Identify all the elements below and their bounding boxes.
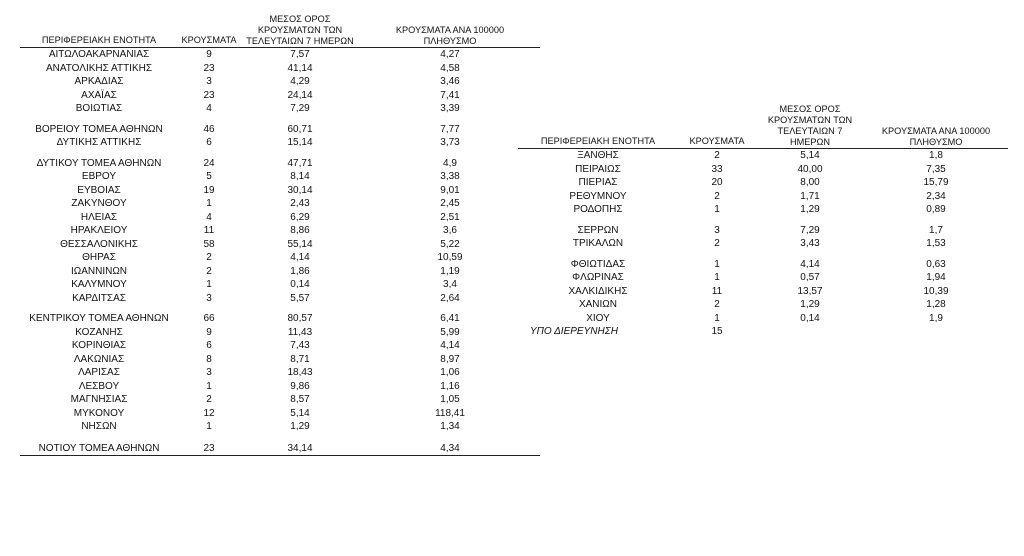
cell-avg7: 8,57 (290, 394, 310, 405)
cell-cases: 9 (206, 326, 212, 338)
cell-region: ΜΑΓΝΗΣΙΑΣ (70, 394, 128, 405)
table-row (20, 102, 540, 116)
cell-avg7: 5,14 (800, 150, 820, 161)
cell-region: ΛΕΣΒΟΥ (78, 380, 120, 392)
cell-avg7: 47,71 (287, 157, 313, 169)
cell-cases: 1 (206, 380, 212, 392)
cell-avg7: 34,14 (287, 442, 313, 454)
spacer-row (20, 116, 540, 123)
cell-cases: 11 (711, 285, 723, 297)
cell-region: ΚΟΖΑΝΗΣ (75, 326, 123, 338)
cell-avg7: 1,29 (800, 204, 820, 215)
cell-avg7: 80,57 (287, 313, 313, 324)
cell-region: ΕΥΒΟΙΑΣ (77, 184, 121, 196)
cell-region: ΑΙΤΩΛΟΑΚΑΡΝΑΝΙΑΣ (48, 49, 150, 60)
cell-avg7: 8,14 (290, 171, 310, 182)
cell-region: ΧΙΟΥ (586, 312, 610, 324)
cell-region: ΖΑΚΥΝΘΟΥ (71, 198, 127, 209)
cell-per100k: 4,9 (443, 157, 457, 169)
spacer-cell (240, 434, 360, 442)
table-row (20, 339, 540, 353)
cell-avg7: 4,14 (800, 258, 820, 270)
cell-cases: 15 (711, 326, 723, 337)
spacer-cell (20, 434, 178, 442)
cell-region: ΧΑΝΙΩΝ (578, 299, 618, 310)
table-row (518, 203, 1008, 217)
cell-per100k: 4,27 (440, 49, 460, 60)
cell-cases: 6 (206, 137, 212, 148)
cell-cases: 2 (714, 150, 720, 161)
cell-avg7: 60,71 (287, 123, 313, 135)
table-row (20, 380, 540, 394)
cell-cases: 9 (206, 49, 212, 60)
spacer-cell (678, 217, 756, 224)
cell-per100k: 1,9 (929, 312, 943, 324)
cell-avg7: 7,29 (290, 103, 310, 114)
cell-cases: 1 (714, 272, 720, 283)
cell-region: ΠΕΙΡΑΙΩΣ (575, 163, 621, 175)
table-row (20, 278, 540, 292)
table-row (20, 251, 540, 265)
cell-per100k: 7,77 (440, 123, 460, 135)
spacer-cell (678, 251, 756, 258)
cell-cases: 4 (206, 211, 212, 223)
table-row (20, 366, 540, 380)
cell-per100k: 1,05 (440, 394, 460, 405)
cell-per100k: 9,01 (440, 184, 460, 196)
cell-cases: 1 (206, 279, 212, 290)
cell-cases: 2 (206, 394, 212, 405)
spacer-cell (20, 150, 178, 157)
table-row (518, 298, 1008, 312)
spacer-cell (756, 251, 864, 258)
cell-avg7: 55,14 (287, 238, 313, 250)
header-cases: ΚΡΟΥΣΜΑΤΑ (689, 136, 745, 146)
cell-cases: 2 (206, 252, 212, 263)
cell-region: ΛΑΚΩΝΙΑΣ (73, 353, 125, 365)
table-row (518, 163, 1008, 177)
cell-cases: 2 (206, 265, 212, 277)
cell-avg7: 8,71 (290, 353, 310, 365)
cell-region: ΒΟΡΕΙΟΥ ΤΟΜΕΑ ΑΘΗΝΩΝ (35, 123, 163, 135)
table-row (20, 420, 540, 434)
cell-region: ΑΡΚΑΔΙΑΣ (74, 76, 124, 87)
spacer-cell (360, 305, 540, 312)
table-row (20, 75, 540, 89)
cell-per100k: 15,79 (923, 177, 949, 188)
cell-per100k: 10,39 (923, 285, 949, 297)
spacer-cell (240, 116, 360, 123)
cell-cases: 46 (203, 123, 215, 135)
cell-per100k: 2,51 (440, 211, 460, 223)
cell-cases: 24 (203, 157, 215, 169)
cell-region: ΡΕΘΥΜΝΟΥ (569, 190, 627, 202)
cell-region: ΘΗΡΑΣ (82, 252, 116, 263)
table-row (20, 136, 540, 150)
cell-avg7: 6,29 (290, 211, 310, 223)
cell-cases: 3 (714, 224, 720, 236)
table-row (20, 48, 540, 62)
cell-region: ΝΗΣΩΝ (81, 421, 117, 432)
table-row (518, 176, 1008, 190)
table-row (20, 197, 540, 211)
spacer-cell (864, 217, 1008, 224)
cell-per100k: 1,28 (926, 299, 946, 310)
spacer-cell (756, 217, 864, 224)
cell-per100k: 3,38 (440, 171, 460, 182)
cell-region: ΗΛΕΙΑΣ (80, 211, 118, 223)
table-row (20, 238, 540, 252)
table-row (518, 271, 1008, 285)
table-body-right (518, 149, 1008, 339)
cell-region: ΥΠΟ ΔΙΕΡΕΥΝΗΣΗ (530, 326, 618, 337)
table-row (20, 89, 540, 103)
header-region: ΠΕΡΙΦΕΡΕΙΑΚΗ ΕΝΟΤΗΤΑ (41, 35, 157, 45)
cell-per100k: 1,7 (929, 224, 943, 236)
cell-avg7: 40,00 (797, 163, 823, 175)
table-row (20, 170, 540, 184)
cell-per100k: 3,6 (443, 225, 457, 236)
cell-region: ΔΥΤΙΚΗΣ ΑΤΤΙΚΗΣ (56, 137, 142, 148)
header-per100k: ΚΡΟΥΣΜΑΤΑ ΑΝΑ 100000 ΠΛΗΘΥΣΜΟ (881, 126, 991, 147)
table-row (518, 149, 1008, 163)
cell-region: ΧΑΛΚΙΔΙΚΗΣ (568, 285, 628, 297)
table-row (20, 184, 540, 198)
cell-per100k: 0,63 (926, 258, 946, 270)
cell-per100k: 1,06 (440, 367, 460, 378)
cell-avg7: 8,86 (290, 225, 310, 236)
cell-region: ΚΕΝΤΡΙΚΟΥ ΤΟΜΕΑ ΑΘΗΝΩΝ (29, 313, 169, 324)
table-row (20, 407, 540, 421)
cell-per100k: 4,34 (440, 442, 460, 454)
cell-region: ΚΟΡΙΝΘΙΑΣ (71, 340, 127, 351)
cell-cases: 23 (203, 442, 215, 454)
spacer-cell (360, 150, 540, 157)
cell-per100k: 6,41 (440, 313, 460, 324)
cell-cases: 19 (203, 184, 215, 196)
spacer-row (20, 150, 540, 157)
cell-region: ΤΡΙΚΑΛΩΝ (572, 238, 624, 249)
cell-per100k: 4,58 (440, 62, 460, 74)
cell-region: ΚΑΛΥΜΝΟΥ (71, 279, 127, 290)
table-row (20, 312, 540, 326)
cell-avg7: 1,71 (800, 190, 820, 202)
spacer-row (518, 251, 1008, 258)
cell-region: ΠΙΕΡΙΑΣ (578, 177, 618, 188)
spacer-cell (178, 150, 240, 157)
cell-avg7: 11,43 (287, 326, 313, 338)
spacer-cell (178, 434, 240, 442)
cell-cases: 23 (203, 62, 215, 74)
cell-region: ΦΘΙΩΤΙΔΑΣ (570, 258, 626, 270)
table-row (20, 265, 540, 279)
cell-per100k: 5,99 (440, 326, 460, 338)
cell-cases: 23 (203, 89, 215, 101)
spacer-cell (240, 150, 360, 157)
cell-avg7: 18,43 (287, 367, 313, 378)
cell-avg7: 1,29 (290, 421, 310, 432)
cell-region: ΡΟΔΟΠΗΣ (573, 204, 623, 215)
table-row (20, 353, 540, 367)
table-row (20, 224, 540, 238)
cell-per100k: 3,46 (440, 76, 460, 87)
cell-per100k: 118,41 (435, 407, 465, 419)
cell-cases: 3 (206, 76, 212, 87)
spacer-cell (360, 434, 540, 442)
cell-per100k: 1,53 (926, 238, 946, 249)
spacer-row (20, 305, 540, 312)
cell-per100k: 7,35 (926, 163, 946, 175)
table-row (20, 326, 540, 340)
table-row (518, 325, 1008, 339)
cell-per100k: 1,34 (440, 421, 460, 432)
cell-region: ΣΕΡΡΩΝ (577, 224, 619, 236)
cell-avg7: 7,43 (290, 340, 310, 351)
header-avg7: ΜΕΣΟΣ ΟΡΟΣ ΚΡΟΥΣΜΑΤΩΝ ΤΩΝ ΤΕΛΕΥΤΑΙΩΝ 7 ΗΜΕΡΩΝ (246, 14, 354, 46)
cell-region: ΜΥΚΟΝΟΥ (73, 407, 125, 419)
cell-cases: 1 (206, 421, 212, 432)
cell-per100k: 5,22 (440, 238, 460, 250)
cell-region: ΑΧΑΪΑΣ (81, 89, 117, 101)
cell-avg7: 8,00 (800, 177, 820, 188)
cell-avg7: 9,86 (290, 380, 310, 392)
cell-cases: 2 (714, 238, 720, 249)
cell-region: ΗΡΑΚΛΕΙΟΥ (70, 225, 128, 236)
cell-avg7: 1,86 (290, 265, 310, 277)
cell-per100k: 0,89 (926, 204, 946, 215)
cell-avg7: 5,14 (290, 407, 310, 419)
cell-avg7: 2,43 (290, 198, 310, 209)
header-cases: ΚΡΟΥΣΜΑΤΑ (181, 35, 237, 45)
spacer-row (518, 217, 1008, 224)
cell-cases: 1 (206, 198, 212, 209)
cell-per100k: 3,39 (440, 103, 460, 114)
cell-avg7: 0,14 (800, 312, 820, 324)
cell-avg7: 24,14 (287, 89, 313, 101)
cell-avg7: 30,14 (287, 184, 313, 196)
table-row (20, 442, 540, 456)
cell-per100k: 1,94 (926, 272, 946, 283)
table-row (20, 211, 540, 225)
spacer-cell (178, 305, 240, 312)
cell-region: ΚΑΡΔΙΤΣΑΣ (72, 292, 126, 304)
cell-region: ΔΥΤΙΚΟΥ ΤΟΜΕΑ ΑΘΗΝΩΝ (36, 157, 162, 169)
spacer-cell (178, 116, 240, 123)
cell-per100k: 3,4 (443, 279, 457, 290)
cell-cases: 33 (711, 163, 723, 175)
cell-cases: 8 (206, 353, 212, 365)
cell-region: ΞΑΝΘΗΣ (577, 150, 619, 161)
spacer-cell (240, 305, 360, 312)
table-row (20, 157, 540, 171)
cell-avg7: 1,29 (800, 299, 820, 310)
cell-per100k: 2,45 (440, 198, 460, 209)
cell-per100k: 1,8 (929, 150, 943, 161)
table-row (518, 237, 1008, 251)
cell-region: ΦΛΩΡΙΝΑΣ (572, 272, 624, 283)
cell-cases: 12 (203, 407, 215, 419)
cell-region: ΛΑΡΙΣΑΣ (78, 367, 120, 378)
covid-cases-table-left (20, 14, 540, 456)
table-row (518, 285, 1008, 299)
covid-cases-table-right (518, 104, 1008, 339)
cell-region: ΒΟΙΩΤΙΑΣ (75, 103, 123, 114)
cell-per100k: 7,41 (440, 89, 460, 101)
cell-avg7: 5,57 (290, 292, 310, 304)
cell-per100k (864, 325, 1008, 339)
cell-region: ΝΟΤΙΟΥ ΤΟΜΕΑ ΑΘΗΝΩΝ (38, 442, 160, 454)
table-row (20, 393, 540, 407)
cell-per100k: 1,16 (440, 380, 460, 392)
cell-region: ΙΩΑΝΝΙΝΩΝ (70, 265, 128, 277)
table-row (518, 258, 1008, 272)
cell-avg7: 13,57 (797, 285, 823, 297)
cell-avg7: 7,29 (800, 224, 820, 236)
cell-cases: 20 (711, 177, 723, 188)
cell-region: ΑΝΑΤΟΛΙΚΗΣ ΑΤΤΙΚΗΣ (45, 62, 153, 74)
table-row (518, 312, 1008, 326)
cell-cases: 1 (714, 204, 720, 215)
table-row (20, 292, 540, 306)
spacer-cell (864, 251, 1008, 258)
cell-per100k: 3,73 (440, 137, 460, 148)
spacer-cell (20, 116, 178, 123)
table-row (20, 123, 540, 137)
cell-avg7: 15,14 (287, 137, 313, 148)
cell-avg7: 4,29 (290, 76, 310, 87)
cell-avg7: 0,57 (800, 272, 820, 283)
spacer-cell (518, 217, 678, 224)
cell-per100k: 4,14 (440, 340, 460, 351)
cell-cases: 3 (206, 367, 212, 378)
table-body-left (20, 48, 540, 456)
cell-avg7: 3,43 (800, 238, 820, 249)
table-header-row (518, 104, 1008, 149)
spacer-cell (20, 305, 178, 312)
cell-per100k: 8,97 (440, 353, 460, 365)
table-row (20, 62, 540, 76)
cell-cases: 5 (206, 171, 212, 182)
cell-avg7: 4,14 (290, 252, 310, 263)
spacer-cell (360, 116, 540, 123)
cell-cases: 1 (714, 258, 720, 270)
cell-avg7: 0,14 (290, 279, 310, 290)
cell-avg7: 41,14 (287, 62, 313, 74)
spacer-cell (518, 251, 678, 258)
cell-region: ΘΕΣΣΑΛΟΝΙΚΗΣ (60, 238, 138, 250)
cell-cases: 2 (714, 299, 720, 310)
cell-avg7 (756, 325, 864, 339)
table-row (518, 190, 1008, 204)
header-per100k: ΚΡΟΥΣΜΑΤΑ ΑΝΑ 100000 ΠΛΗΘΥΣΜΟ (395, 25, 505, 46)
cell-per100k: 2,34 (926, 190, 946, 202)
cell-per100k: 10,59 (437, 252, 463, 263)
cell-cases: 6 (206, 340, 212, 351)
cell-cases: 11 (203, 225, 215, 236)
header-avg7: ΜΕΣΟΣ ΟΡΟΣ ΚΡΟΥΣΜΑΤΩΝ ΤΩΝ ΤΕΛΕΥΤΑΙΩΝ 7 ΗΜΕΡΩΝ (767, 104, 853, 147)
cell-per100k: 2,64 (440, 292, 460, 304)
cell-cases: 66 (203, 313, 215, 324)
cell-cases: 2 (714, 190, 720, 202)
cell-avg7: 7,57 (290, 49, 310, 60)
header-region: ΠΕΡΙΦΕΡΕΙΑΚΗ ΕΝΟΤΗΤΑ (540, 136, 656, 146)
cell-cases: 1 (714, 312, 720, 324)
table-row (518, 224, 1008, 238)
table-header-row (20, 14, 540, 48)
cell-cases: 4 (206, 103, 212, 114)
cell-per100k: 1,19 (440, 265, 460, 277)
cell-cases: 58 (203, 238, 215, 250)
spacer-row (20, 434, 540, 442)
cell-region: ΕΒΡΟΥ (81, 171, 117, 182)
cell-cases: 3 (206, 292, 212, 304)
